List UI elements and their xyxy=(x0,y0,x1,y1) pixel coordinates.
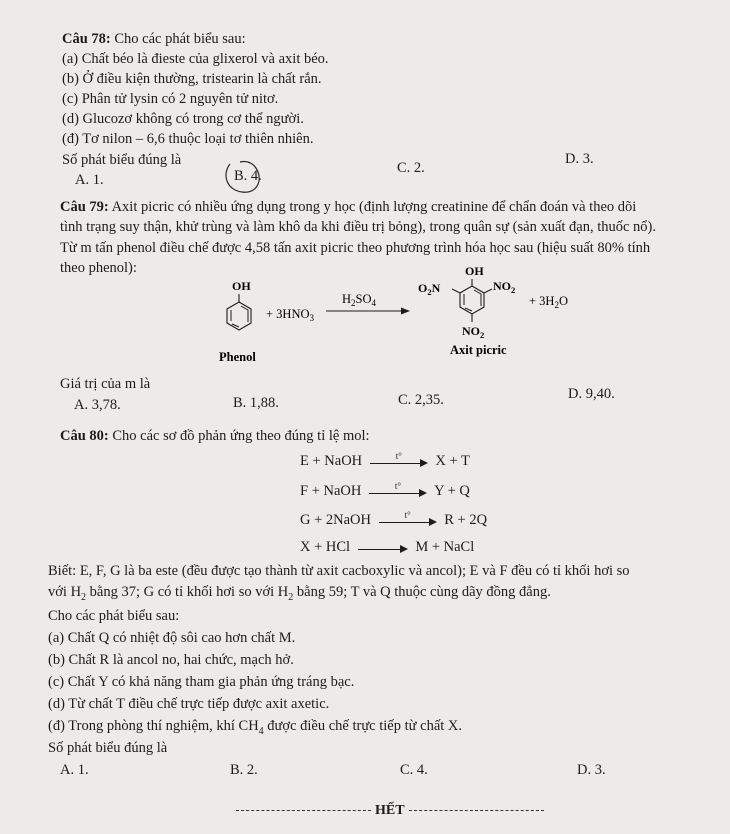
picric-no2-right-group: $NO_2$ xyxy=(493,279,516,295)
q80-given-line-1: Biết: E, F, G là ba este (đều được tạo thành từ axit cacboxylic và ancol); E và F đều có tỉ khối hơi so xyxy=(48,563,630,579)
q79-line-2: tình trạng suy thận, khử trùng và làm khô da khi điều trị bỏng), trong quân sự (sản xuất đạn, thuốc nổ). xyxy=(60,219,657,235)
reaction-1-products: X + T xyxy=(435,453,470,469)
given-text-b: bằng 37; G có tỉ khối hơi so với H xyxy=(86,584,289,600)
phenol-oh-label: OH xyxy=(232,279,251,293)
q80-option-b: B. 2. xyxy=(230,762,258,778)
picric-no2-bottom-group: $NO_2$ xyxy=(462,324,485,340)
q80-prompt: Cho các sơ đồ phản ứng theo đúng tỉ lệ mol: xyxy=(112,428,370,444)
reaction-1 xyxy=(300,452,470,470)
q78-statement-b: (b) Ở điều kiện thường, tristearin là chất rắn. xyxy=(62,71,322,87)
reaction-3-products: R + 2Q xyxy=(444,512,488,528)
q78-label: Câu 78: xyxy=(62,31,111,47)
phenol-label: Phenol xyxy=(219,350,256,364)
q79-text-1: Axit picric có nhiều ứng dụng trong y học (định lượng creatinine để chẩn đoán và theo dõi xyxy=(111,199,637,215)
reaction-1-reactants: E + NaOH xyxy=(300,453,363,469)
reaction-1-arrow xyxy=(370,450,428,468)
q80-prompt-2: Cho các phát biểu sau: xyxy=(48,608,180,624)
reaction-4-products: M + NaCl xyxy=(415,539,475,555)
nitric-acid-reagent: + $3HNO_3$ xyxy=(266,307,315,323)
q78-statement-e: (đ) Tơ nilon – 6,6 thuộc loại tơ thiên nhiên. xyxy=(62,131,314,147)
given-text-c: bằng 59; T và Q thuộc cùng dãy đồng đẳng. xyxy=(293,584,551,600)
q78-statement-c: (c) Phân tử lysin có 2 nguyên tử nitơ. xyxy=(62,91,279,107)
q80-statement-e xyxy=(48,718,462,740)
statement-e-text-a: (đ) Trong phòng thí nghiệm, khí CH xyxy=(48,718,259,734)
reaction-2-arrow xyxy=(369,480,427,498)
q80-header xyxy=(60,428,370,445)
q80-statement-b: (b) Chất R là ancol no, hai chức, mạch hở. xyxy=(48,652,294,668)
statement-e-text-b: được điều chế trực tiếp từ chất X. xyxy=(263,718,462,734)
picric-oh-label: OH xyxy=(465,264,484,278)
picric-o2n-group: $O_2N$ xyxy=(418,281,441,297)
q78-option-b: B. 4. xyxy=(234,168,262,184)
given-sub-1: 2 xyxy=(81,591,87,603)
q79-line-3: Từ m tấn phenol điều chế được 4,58 tấn axit picric theo phương trình hóa học sau (hiệu suất 80% tính xyxy=(60,240,651,256)
heat-condition: t° xyxy=(394,480,402,491)
reaction-2-reactants: F + NaOH xyxy=(300,483,362,499)
heat-condition: t° xyxy=(404,509,411,520)
end-marker xyxy=(232,803,548,819)
q80-statement-d: (d) Từ chất T điều chế trực tiếp được axit axetic. xyxy=(48,696,330,712)
q78-question: Số phát biểu đúng là xyxy=(62,152,182,168)
q80-label: Câu 80: xyxy=(60,428,109,444)
q80-option-c: C. 4. xyxy=(400,762,428,778)
q79-option-b: B. 1,88. xyxy=(233,395,279,411)
q78-statement-a: (a) Chất béo là đieste của glixerol và axit béo. xyxy=(62,51,329,67)
water-product: + $3H_2O$ xyxy=(529,294,568,310)
given-sub-2: 2 xyxy=(288,591,294,603)
sulfuric-acid-catalyst: $H_2SO_4$ xyxy=(342,292,377,308)
q78-option-c: C. 2. xyxy=(397,160,425,176)
q78-statement-d: (d) Glucozơ không có trong cơ thể người. xyxy=(62,111,304,127)
q79-option-d: D. 9,40. xyxy=(568,386,615,402)
q79-label: Câu 79: xyxy=(60,199,109,215)
q80-option-d: D. 3. xyxy=(577,762,606,778)
reaction-4 xyxy=(300,538,474,556)
reaction-3-arrow xyxy=(379,509,437,527)
end-text: HẾT xyxy=(375,803,405,818)
q80-statement-a: (a) Chất Q có nhiệt độ sôi cao hơn chất M. xyxy=(48,630,296,646)
q79-question: Giá trị của m là xyxy=(60,376,151,392)
q79-line-4: theo phenol): xyxy=(60,260,137,276)
statement-e-sub: 4 xyxy=(258,725,264,737)
q80-question: Số phát biểu đúng là xyxy=(48,740,168,756)
q78-option-a: A. 1. xyxy=(75,172,104,188)
q80-statement-c: (c) Chất Y có khả năng tham gia phản ứng tráng bạc. xyxy=(48,674,355,690)
reaction-3-reactants: G + 2NaOH xyxy=(300,512,371,528)
reaction-2 xyxy=(300,482,470,500)
q78-option-d: D. 3. xyxy=(565,151,594,167)
left-dash-rule xyxy=(236,810,371,811)
given-text-a: với H xyxy=(48,584,82,600)
q79-option-c: C. 2,35. xyxy=(398,392,444,408)
picric-acid-label: Axit picric xyxy=(450,343,507,357)
reaction-4-arrow xyxy=(358,542,408,554)
reaction-3 xyxy=(300,511,487,529)
q79-option-a: A. 3,78. xyxy=(74,397,121,413)
q80-option-a: A. 1. xyxy=(60,762,89,778)
q80-given-line-2 xyxy=(48,584,551,606)
heat-condition: t° xyxy=(395,450,402,461)
reaction-4-reactants: X + HCl xyxy=(300,539,351,555)
right-dash-rule xyxy=(409,810,544,811)
q78-prompt: Cho các phát biểu sau: xyxy=(114,31,246,47)
reaction-2-products: Y + Q xyxy=(434,483,470,499)
